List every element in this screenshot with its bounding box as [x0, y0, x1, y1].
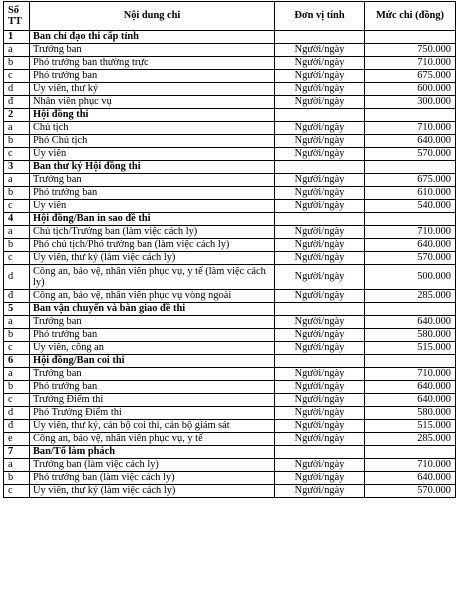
row-content: Trưởng ban (làm việc cách ly) [30, 459, 275, 472]
table-row [4, 265, 456, 290]
row-content: Ủy viên [30, 200, 275, 213]
row-number: e [4, 433, 30, 446]
row-amount: 640.000 [365, 239, 456, 252]
row-amount: 710.000 [365, 459, 456, 472]
row-unit: Người/ngày [275, 96, 365, 109]
row-number: b [4, 381, 30, 394]
table-row [4, 122, 456, 135]
row-unit: Người/ngày [275, 265, 365, 290]
row-number: c [4, 485, 30, 498]
row-number: b [4, 329, 30, 342]
row-unit: Người/ngày [275, 472, 365, 485]
section-row [4, 31, 456, 44]
row-number: b [4, 472, 30, 485]
row-amount: 640.000 [365, 381, 456, 394]
row-number: c [4, 342, 30, 355]
header-amount: Mức chi (đồng) [365, 2, 456, 31]
row-unit: Người/ngày [275, 83, 365, 96]
section-unit-empty [275, 31, 365, 44]
table-row [4, 394, 456, 407]
row-amount: 640.000 [365, 316, 456, 329]
row-content: Công an, bảo vệ, nhân viên phục vụ, y tế [30, 433, 275, 446]
row-unit: Người/ngày [275, 433, 365, 446]
header-row [4, 2, 456, 31]
row-unit: Người/ngày [275, 226, 365, 239]
section-title: Hội đồng/Ban coi thi [30, 355, 275, 368]
header-unit: Đơn vị tính [275, 2, 365, 31]
row-unit: Người/ngày [275, 148, 365, 161]
table-row [4, 407, 456, 420]
row-content: Chủ tịch [30, 122, 275, 135]
table-row [4, 83, 456, 96]
row-unit: Người/ngày [275, 329, 365, 342]
section-amount-empty [365, 109, 456, 122]
row-amount: 515.000 [365, 342, 456, 355]
row-unit: Người/ngày [275, 420, 365, 433]
row-unit: Người/ngày [275, 44, 365, 57]
row-content: Công an, bảo vệ, nhân viên phục vụ, y tế (làm việc cách ly) [30, 265, 275, 290]
row-number: d [4, 83, 30, 96]
row-number: đ [4, 290, 30, 303]
row-amount: 300.000 [365, 96, 456, 109]
row-amount: 600.000 [365, 83, 456, 96]
section-number: 7 [4, 446, 30, 459]
fee-table [3, 1, 456, 498]
table-row [4, 44, 456, 57]
row-unit: Người/ngày [275, 252, 365, 265]
table-row [4, 226, 456, 239]
row-unit: Người/ngày [275, 316, 365, 329]
row-content: Phó Trưởng Điểm thi [30, 407, 275, 420]
table-row [4, 174, 456, 187]
row-number: b [4, 239, 30, 252]
row-amount: 710.000 [365, 57, 456, 70]
row-unit: Người/ngày [275, 122, 365, 135]
row-content: Ủy viên, công an [30, 342, 275, 355]
table-row [4, 290, 456, 303]
row-unit: Người/ngày [275, 407, 365, 420]
section-number: 1 [4, 31, 30, 44]
row-amount: 640.000 [365, 394, 456, 407]
row-number: b [4, 135, 30, 148]
row-content: Trưởng ban [30, 44, 275, 57]
row-number: c [4, 200, 30, 213]
row-number: a [4, 459, 30, 472]
section-number: 4 [4, 213, 30, 226]
table-row [4, 70, 456, 83]
row-number: c [4, 70, 30, 83]
row-unit: Người/ngày [275, 342, 365, 355]
row-number: a [4, 44, 30, 57]
table-row [4, 187, 456, 200]
row-amount: 640.000 [365, 135, 456, 148]
section-title: Ban thư ký Hội đồng thi [30, 161, 275, 174]
row-unit: Người/ngày [275, 239, 365, 252]
row-content: Ủy viên, thư ký, cán bộ coi thi, cán bộ giám sát [30, 420, 275, 433]
row-unit: Người/ngày [275, 174, 365, 187]
row-content: Ủy viên [30, 148, 275, 161]
row-unit: Người/ngày [275, 135, 365, 148]
row-number: c [4, 252, 30, 265]
row-amount: 710.000 [365, 122, 456, 135]
section-unit-empty [275, 446, 365, 459]
section-amount-empty [365, 303, 456, 316]
section-row [4, 446, 456, 459]
table-row [4, 252, 456, 265]
row-amount: 710.000 [365, 368, 456, 381]
section-number: 3 [4, 161, 30, 174]
row-content: Trưởng Điểm thi [30, 394, 275, 407]
section-unit-empty [275, 355, 365, 368]
table-row [4, 342, 456, 355]
section-amount-empty [365, 161, 456, 174]
table-row [4, 472, 456, 485]
table-row [4, 57, 456, 70]
row-amount: 515.000 [365, 420, 456, 433]
row-amount: 570.000 [365, 252, 456, 265]
row-content: Phó chủ tịch/Phó trưởng ban (làm việc cách ly) [30, 239, 275, 252]
row-number: đ [4, 420, 30, 433]
section-title: Hội đồng thi [30, 109, 275, 122]
row-content: Phó trưởng ban thường trực [30, 57, 275, 70]
row-unit: Người/ngày [275, 394, 365, 407]
header-content: Nội dung chi [30, 2, 275, 31]
row-unit: Người/ngày [275, 57, 365, 70]
row-content: Phó Chủ tịch [30, 135, 275, 148]
section-row [4, 355, 456, 368]
section-title: Ban chỉ đạo thi cấp tỉnh [30, 31, 275, 44]
section-amount-empty [365, 31, 456, 44]
row-amount: 675.000 [365, 174, 456, 187]
row-amount: 610.000 [365, 187, 456, 200]
section-row [4, 161, 456, 174]
table-row [4, 381, 456, 394]
row-number: d [4, 265, 30, 290]
row-content: Phó trưởng ban [30, 187, 275, 200]
row-amount: 285.000 [365, 433, 456, 446]
row-unit: Người/ngày [275, 290, 365, 303]
row-number: b [4, 187, 30, 200]
row-number: a [4, 226, 30, 239]
row-unit: Người/ngày [275, 485, 365, 498]
row-amount: 750.000 [365, 44, 456, 57]
row-content: Trưởng ban [30, 174, 275, 187]
section-unit-empty [275, 109, 365, 122]
row-content: Phó trưởng ban [30, 70, 275, 83]
row-number: c [4, 148, 30, 161]
header-stt: Số TT [4, 2, 30, 31]
row-number: b [4, 57, 30, 70]
table-row [4, 239, 456, 252]
table-row [4, 96, 456, 109]
row-unit: Người/ngày [275, 381, 365, 394]
table-row [4, 485, 456, 498]
section-unit-empty [275, 303, 365, 316]
table-row [4, 433, 456, 446]
table-row [4, 459, 456, 472]
table-row [4, 368, 456, 381]
section-amount-empty [365, 446, 456, 459]
row-unit: Người/ngày [275, 187, 365, 200]
row-amount: 540.000 [365, 200, 456, 213]
section-row [4, 303, 456, 316]
row-unit: Người/ngày [275, 70, 365, 83]
row-content: Công an, bảo vệ, nhân viên phục vụ vòng ngoài [30, 290, 275, 303]
section-number: 2 [4, 109, 30, 122]
table-row [4, 200, 456, 213]
row-content: Chủ tịch/Trưởng ban (làm việc cách ly) [30, 226, 275, 239]
row-number: a [4, 122, 30, 135]
section-title: Hội đồng/Ban in sao đề thi [30, 213, 275, 226]
row-number: d [4, 407, 30, 420]
row-content: Ủy viên, thư ký [30, 83, 275, 96]
section-title: Ban/Tổ làm phách [30, 446, 275, 459]
row-content: Trưởng ban [30, 316, 275, 329]
section-title: Ban vận chuyển và bàn giao đề thi [30, 303, 275, 316]
section-unit-empty [275, 161, 365, 174]
row-amount: 570.000 [365, 148, 456, 161]
row-content: Ủy viên, thư ký (làm việc cách ly) [30, 252, 275, 265]
section-amount-empty [365, 213, 456, 226]
row-content: Nhân viên phục vụ [30, 96, 275, 109]
fee-table-body [4, 31, 456, 498]
table-row [4, 329, 456, 342]
row-unit: Người/ngày [275, 200, 365, 213]
table-row [4, 316, 456, 329]
row-content: Phó trưởng ban [30, 329, 275, 342]
row-unit: Người/ngày [275, 459, 365, 472]
row-amount: 285.000 [365, 290, 456, 303]
row-unit: Người/ngày [275, 368, 365, 381]
section-row [4, 213, 456, 226]
row-amount: 675.000 [365, 70, 456, 83]
table-row [4, 420, 456, 433]
row-content: Phó trưởng ban [30, 381, 275, 394]
table-row [4, 148, 456, 161]
row-content: Trưởng ban [30, 368, 275, 381]
section-number: 5 [4, 303, 30, 316]
row-amount: 580.000 [365, 329, 456, 342]
section-amount-empty [365, 355, 456, 368]
row-amount: 570.000 [365, 485, 456, 498]
row-number: a [4, 174, 30, 187]
row-amount: 710.000 [365, 226, 456, 239]
row-amount: 500.000 [365, 265, 456, 290]
row-number: a [4, 316, 30, 329]
table-row [4, 135, 456, 148]
section-unit-empty [275, 213, 365, 226]
section-row [4, 109, 456, 122]
row-content: Ủy viên, thư ký (làm việc cách ly) [30, 485, 275, 498]
row-amount: 580.000 [365, 407, 456, 420]
row-number: c [4, 394, 30, 407]
section-number: 6 [4, 355, 30, 368]
row-number: a [4, 368, 30, 381]
row-number: đ [4, 96, 30, 109]
row-content: Phó trưởng ban (làm việc cách ly) [30, 472, 275, 485]
row-amount: 640.000 [365, 472, 456, 485]
